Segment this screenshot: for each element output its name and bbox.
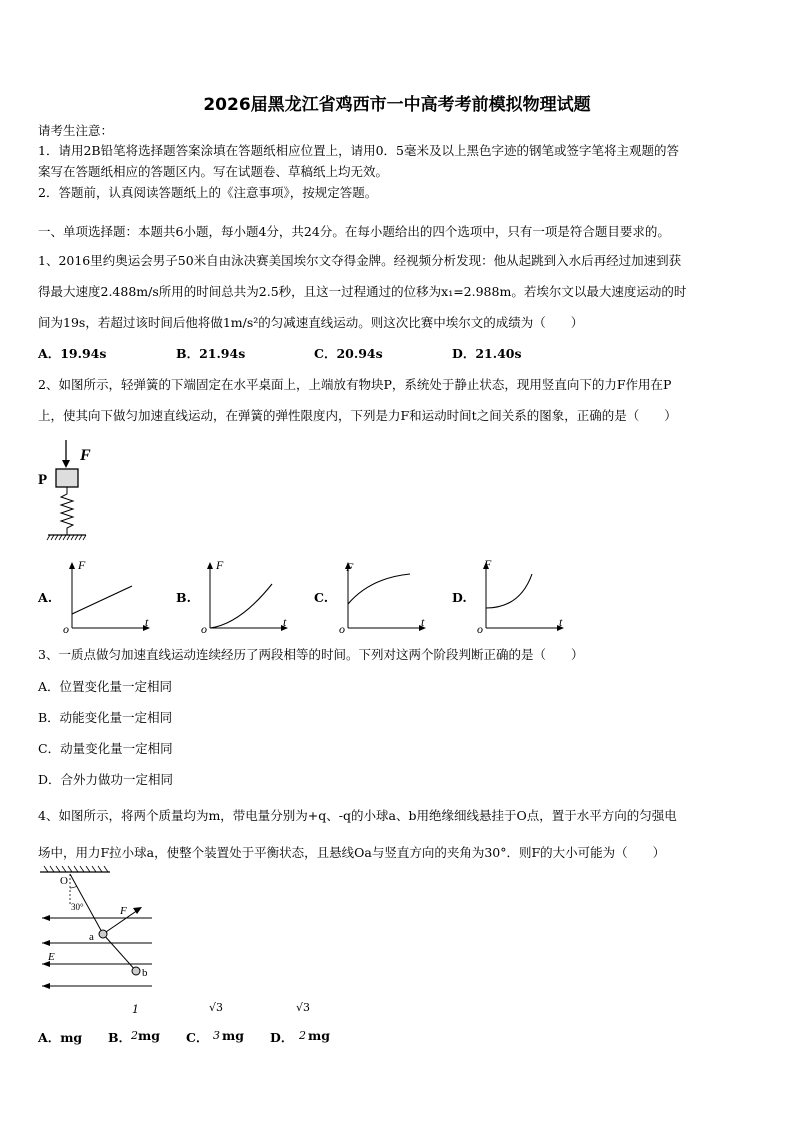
q2-graph-c-xlabel: t — [421, 615, 425, 629]
spring — [61, 487, 73, 535]
q4-option-b-prefix: B． — [108, 1030, 132, 1045]
q4-option-b-unit: mg — [138, 1028, 160, 1043]
q2-graph-c-origin: o — [339, 622, 345, 636]
q2-force-label: F — [80, 447, 91, 464]
q2-graph-b[interactable] — [196, 556, 296, 636]
q2-graph-d-origin: o — [477, 622, 483, 636]
q1-option-c[interactable]: C．20.94s — [314, 346, 383, 361]
q4-line-2: 场中，用力F拉小球a，使整个装置处于平衡状态，且悬线Oa与竖直方向的夹角为30°．则F的大小可能为（ ） — [38, 845, 666, 860]
q2-graph-d[interactable] — [472, 556, 572, 636]
q4-force-label: F — [120, 905, 127, 917]
q1-option-a[interactable]: A．19.94s — [38, 346, 107, 361]
q4-option-d-denominator: 2 — [299, 1029, 306, 1042]
q4-option-d[interactable] — [270, 1000, 340, 1050]
q4-line-1: 4、如图所示，将两个质量均为m，带电量分别为+q、-q的小球a、b用绝缘细线悬挂于O点，置于水平方向的匀强电 — [38, 808, 677, 823]
q4-option-c[interactable] — [186, 1000, 256, 1050]
q3-option-d[interactable]: D．合外力做功一定相同 — [38, 772, 174, 787]
notice-line-2: 案写在答题纸相应的答题区内。写在试题卷、草稿纸上均无效。 — [38, 164, 389, 179]
q3-stem: 3、一质点做匀加速直线运动连续经历了两段相等的时间。下列对这两个阶段判断正确的是（ ） — [38, 647, 584, 662]
block-p — [56, 469, 78, 487]
q2-graph-b-origin: o — [201, 622, 207, 636]
q4-option-d-unit: mg — [308, 1028, 330, 1043]
q2-graph-a-origin: o — [63, 622, 69, 636]
q4-field-figure — [38, 864, 158, 994]
q4-option-c-denominator: 3 — [213, 1029, 220, 1042]
ball-b — [132, 967, 140, 975]
q4-field-label: E — [48, 951, 55, 963]
notice-line-3: 2．答题前，认真阅读答题纸上的《注意事项》，按规定答题。 — [38, 185, 378, 200]
q2-graph-a-xlabel: t — [145, 615, 149, 629]
q2-graph-a[interactable] — [58, 556, 158, 636]
notice-heading: 请考生注意： — [38, 123, 114, 138]
q4-option-b-numerator: 1 — [132, 1003, 139, 1016]
q4-option-c-numerator: √3 — [209, 1001, 224, 1014]
q1-option-b[interactable]: B．21.94s — [176, 346, 246, 361]
q1-line-1: 1、2016里约奥运会男子50米自由泳决赛美国埃尔文夺得金牌。经视频分析发现：他从起跳到入水后再经过加速到获 — [38, 253, 682, 268]
q2-line-1: 2、如图所示，轻弹簧的下端固定在水平桌面上，上端放有物块P，系统处于静止状态，现用竖直向下的力F作用在P — [38, 377, 672, 392]
graph-d-curve — [486, 574, 532, 608]
q2-option-b[interactable]: B. — [176, 590, 191, 605]
q4-option-c-prefix: C． — [186, 1030, 209, 1045]
graph-b-curve — [210, 584, 272, 628]
q2-option-d[interactable]: D. — [452, 590, 467, 605]
ball-a — [99, 930, 107, 938]
q4-option-d-prefix: D． — [270, 1030, 294, 1045]
q3-option-b[interactable]: B．动能变化量一定相同 — [38, 710, 173, 725]
q4-angle-label: 30° — [71, 902, 84, 912]
q2-spring-figure — [36, 440, 96, 546]
q1-line-2: 得最大速度2.488m/s所用的时间总共为2.5秒，且这一过程通过的位移为x₁=2.988m。若埃尔文以最大速度运动的时 — [38, 284, 687, 299]
q2-graph-d-xlabel: t — [559, 615, 563, 629]
q1-line-3: 间为19s，若超过该时间后他将做1m/s²的匀减速直线运动。则这次比赛中埃尔文的成绩为（ ） — [38, 315, 584, 330]
q2-graph-c-ylabel: F — [346, 560, 354, 574]
q2-graph-b-ylabel: F — [216, 558, 224, 572]
q3-option-a[interactable]: A．位置变化量一定相同 — [38, 679, 173, 694]
q4-ball-b-label: b — [142, 967, 148, 979]
notice-line-1: 1．请用2B铅笔将选择题答案涂填在答题纸相应位置上，请用0．5毫米及以上黑色字迹的钢笔或签字笔将主观题的答 — [38, 143, 679, 158]
q4-option-b[interactable] — [108, 1000, 178, 1050]
section-heading: 一、单项选择题：本题共6小题，每小题4分，共24分。在每小题给出的四个选项中，只有一项是符合题目要求的。 — [38, 224, 670, 239]
q2-line-2: 上，使其向下做匀加速直线运动，在弹簧的弹性限度内，下列是力F和运动时间t之间关系的图象，正确的是（ ） — [38, 408, 677, 423]
q2-graph-a-ylabel: F — [78, 558, 86, 572]
graph-a-curve — [72, 586, 132, 614]
graph-c-curve — [348, 574, 410, 604]
q3-option-c[interactable]: C．动量变化量一定相同 — [38, 741, 173, 756]
q2-block-label: P — [38, 472, 48, 488]
q4-option-b-denominator: 2 — [131, 1029, 138, 1042]
q2-option-c[interactable]: C. — [314, 590, 329, 605]
q4-point-o: O — [60, 875, 68, 887]
q4-option-a[interactable]: A．mg — [38, 1030, 83, 1045]
q2-graph-b-xlabel: t — [283, 615, 287, 629]
q2-graph-c[interactable] — [334, 556, 434, 636]
q2-option-a[interactable]: A. — [38, 590, 53, 605]
q1-option-d[interactable]: D．21.40s — [452, 346, 522, 361]
q4-ball-a-label: a — [89, 931, 94, 943]
q4-option-c-unit: mg — [222, 1028, 244, 1043]
q4-option-d-numerator: √3 — [296, 1001, 311, 1014]
page-title: 2026届黑龙江省鸡西市一中高考考前模拟物理试题 — [203, 95, 591, 115]
q2-graph-d-ylabel: F — [484, 557, 492, 571]
